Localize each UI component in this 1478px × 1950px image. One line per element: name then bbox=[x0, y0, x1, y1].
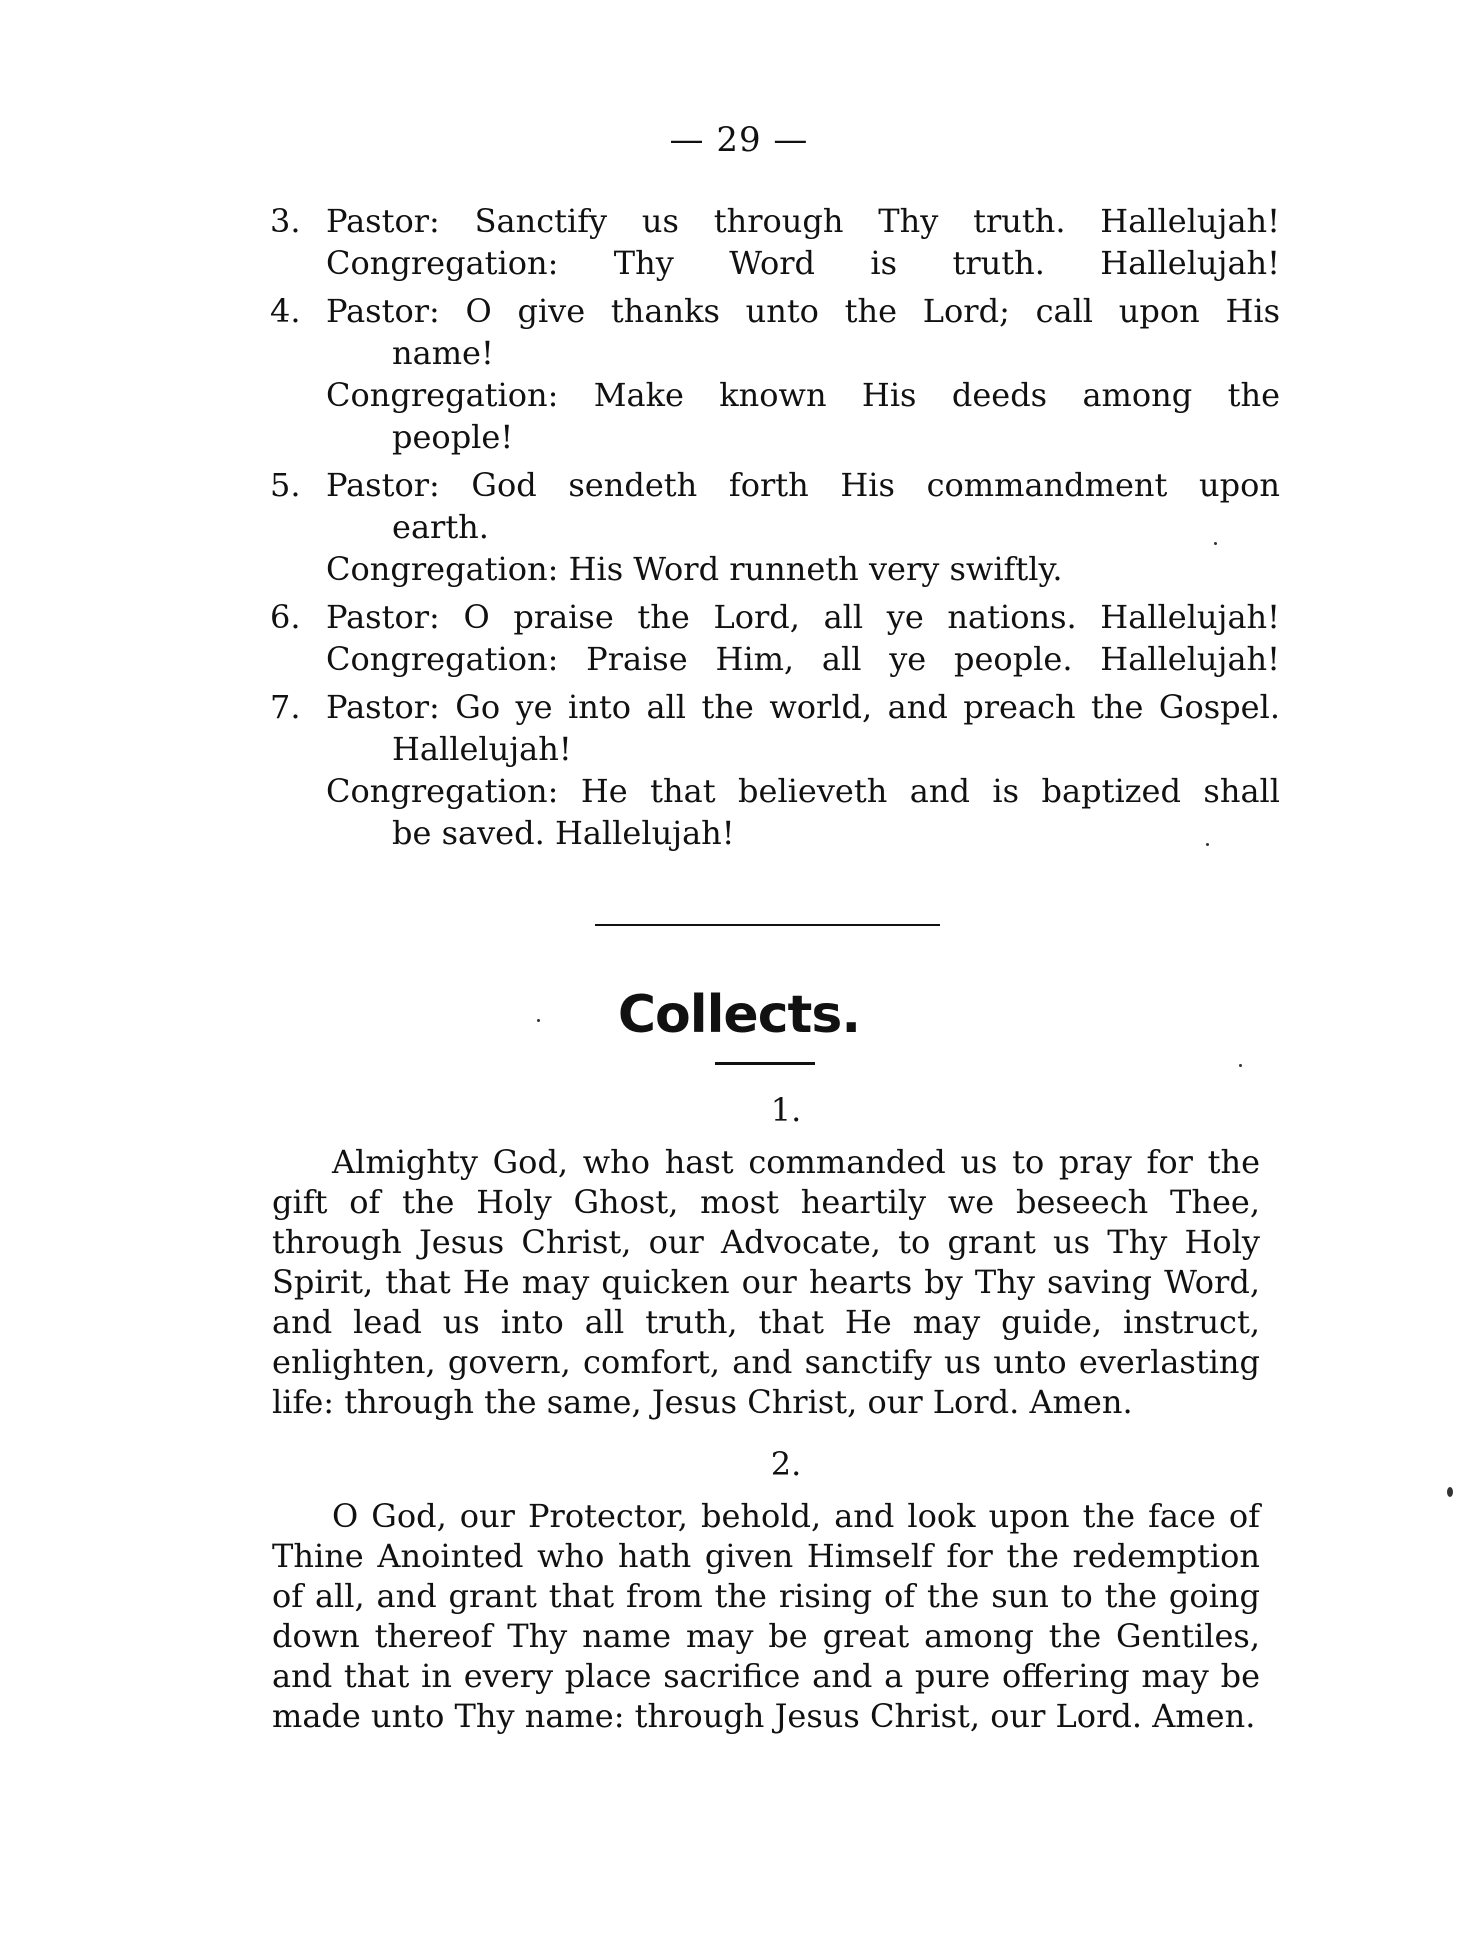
verse-number: 4. bbox=[270, 292, 301, 330]
responsory bbox=[270, 200, 1280, 860]
scan-speck bbox=[537, 1019, 540, 1022]
collect-text: O God, our Protector, behold, and look upon the face of Thine Anointed who hath given Himself for the redemption of all, and grant that from the rising of the sun to the going down thereof Thy name may be great among the Gentiles, and that in every place sacrifice and a pure offering may be made unto Thy name: through Jesus Christ, our Lord. Amen. bbox=[272, 1497, 1260, 1735]
scan-speck bbox=[1206, 843, 1209, 846]
verse-number: 7. bbox=[270, 688, 301, 726]
collect-text: Almighty God, who hast commanded us to pray for the gift of the Holy Ghost, most heartily we beseech Thee, through Jesus Christ, our Advocate, to grant us Thy Holy Spirit, that He may quicken our hearts by Thy saving Word, and lead us into all truth, that He may guide, instruct, enlighten, govern, comfort, and sanctify us unto everlasting life: through the same, Jesus Christ, our Lord. Amen. bbox=[272, 1143, 1260, 1421]
scan-speck bbox=[1214, 542, 1217, 545]
pastor-line-continued: earth. bbox=[392, 508, 489, 546]
section-divider bbox=[595, 924, 940, 926]
pastor-line: Pastor: O give thanks unto the Lord; call upon His bbox=[326, 292, 1280, 330]
pastor-line: Pastor: Go ye into all the world, and preach the Gospel. bbox=[326, 688, 1280, 726]
title-underline bbox=[715, 1062, 815, 1065]
congregation-line: Congregation: Praise Him, all ye people. Hallelujah! bbox=[326, 640, 1280, 678]
congregation-line: Congregation: Thy Word is truth. Hallelujah! bbox=[326, 244, 1280, 282]
scan-speck bbox=[1447, 1487, 1453, 1497]
collect-1 bbox=[272, 1090, 1260, 1422]
collect-number: 2. bbox=[770, 1445, 802, 1483]
pastor-line: Pastor: God sendeth forth His commandment upon bbox=[326, 466, 1280, 504]
verse-number: 6. bbox=[270, 598, 301, 636]
verse-6 bbox=[270, 596, 1280, 680]
verse-5 bbox=[270, 464, 1280, 590]
pastor-line-continued: Hallelujah! bbox=[392, 730, 572, 768]
page-number: — 29 — bbox=[669, 120, 809, 160]
congregation-line: Congregation: He that believeth and is baptized shall bbox=[326, 772, 1280, 810]
verse-number: 5. bbox=[270, 466, 301, 504]
scan-speck bbox=[1239, 1064, 1242, 1067]
collects bbox=[272, 1090, 1260, 1758]
pastor-line-continued: name! bbox=[392, 334, 494, 372]
verse-4 bbox=[270, 290, 1280, 458]
section-title: Collects. bbox=[617, 985, 861, 1045]
collect-number: 1. bbox=[770, 1091, 802, 1129]
congregation-line-continued: be saved. Hallelujah! bbox=[392, 814, 735, 852]
congregation-line-continued: people! bbox=[392, 418, 514, 456]
pastor-line: Pastor: O praise the Lord, all ye nations. Hallelujah! bbox=[326, 598, 1280, 636]
verse-3 bbox=[270, 200, 1280, 284]
collect-2 bbox=[272, 1444, 1260, 1736]
verse-7 bbox=[270, 686, 1280, 854]
verse-number: 3. bbox=[270, 202, 301, 240]
pastor-line: Pastor: Sanctify us through Thy truth. Hallelujah! bbox=[326, 202, 1280, 240]
congregation-line: Congregation: Make known His deeds among the bbox=[326, 376, 1280, 414]
congregation-line: Congregation: His Word runneth very swiftly. bbox=[326, 550, 1063, 588]
